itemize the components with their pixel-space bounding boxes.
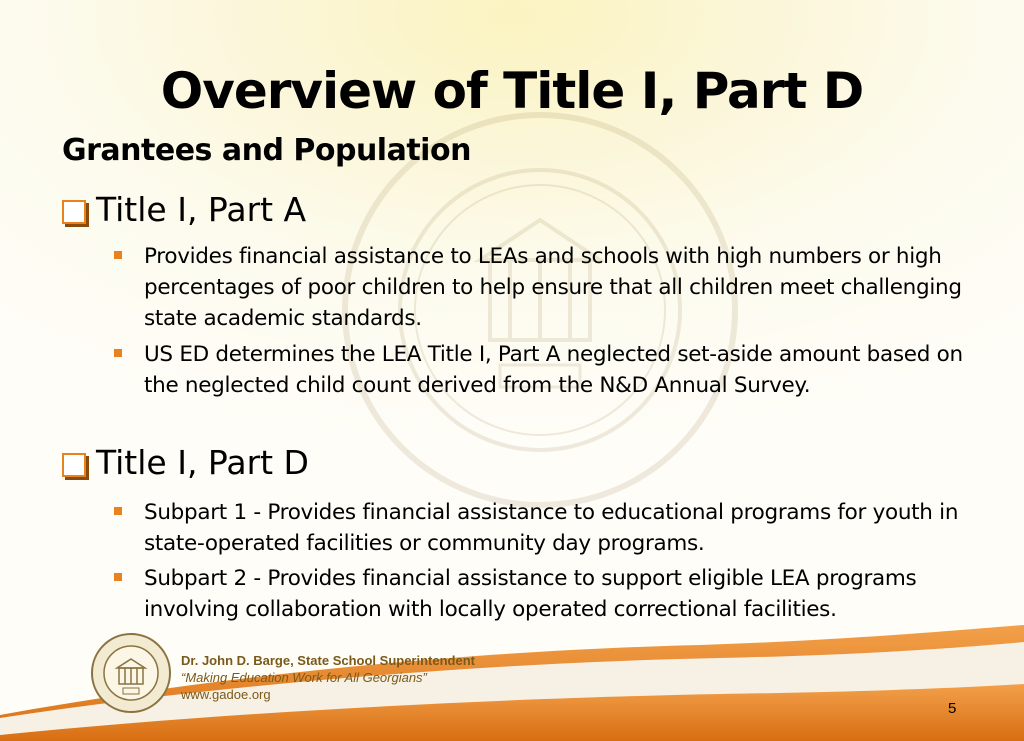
bullet-text: Provides financial assistance to LEAs and schools with high numbers or high percentages of poor children to help ensure that all children meet challenging state academic standards. xyxy=(144,244,962,331)
bullet-text: Subpart 2 - Provides financial assistance to support eligible LEA programs involving collaboration with locally operated correctional facilities. xyxy=(144,566,917,622)
page-number: 5 xyxy=(948,700,957,717)
square-bullet-icon xyxy=(114,573,122,581)
section-heading-label: Title I, Part A xyxy=(96,190,307,229)
bullet-text: US ED determines the LEA Title I, Part A neglected set-aside amount based on the neglected child count derived from the N&D Annual Survey. xyxy=(144,342,963,398)
slide-title: Overview of Title I, Part D xyxy=(160,62,864,120)
footer-website: www.gadoe.org xyxy=(181,687,271,702)
bullet-text: Subpart 1 - Provides financial assistance to educational programs for youth in state-operated facilities or community day programs. xyxy=(144,500,959,556)
square-bullet-icon xyxy=(114,349,122,357)
checkbox-icon xyxy=(62,200,86,224)
footer-superintendent: Dr. John D. Barge, State School Superintendent xyxy=(181,653,475,668)
section-heading-label: Title I, Part D xyxy=(96,443,309,482)
bullet-item xyxy=(144,241,964,334)
section-heading-part-a xyxy=(62,190,306,229)
section-heading-part-d xyxy=(62,443,309,482)
footer-motto: “Making Education Work for All Georgians” xyxy=(181,670,427,685)
bullet-item xyxy=(144,497,964,559)
square-bullet-icon xyxy=(114,251,122,259)
footer-text-block xyxy=(181,652,475,703)
square-bullet-icon xyxy=(114,507,122,515)
bullet-item xyxy=(144,339,964,401)
slide-subtitle: Grantees and Population xyxy=(62,133,471,168)
georgia-doe-seal-icon xyxy=(90,632,172,714)
checkbox-icon xyxy=(62,453,86,477)
